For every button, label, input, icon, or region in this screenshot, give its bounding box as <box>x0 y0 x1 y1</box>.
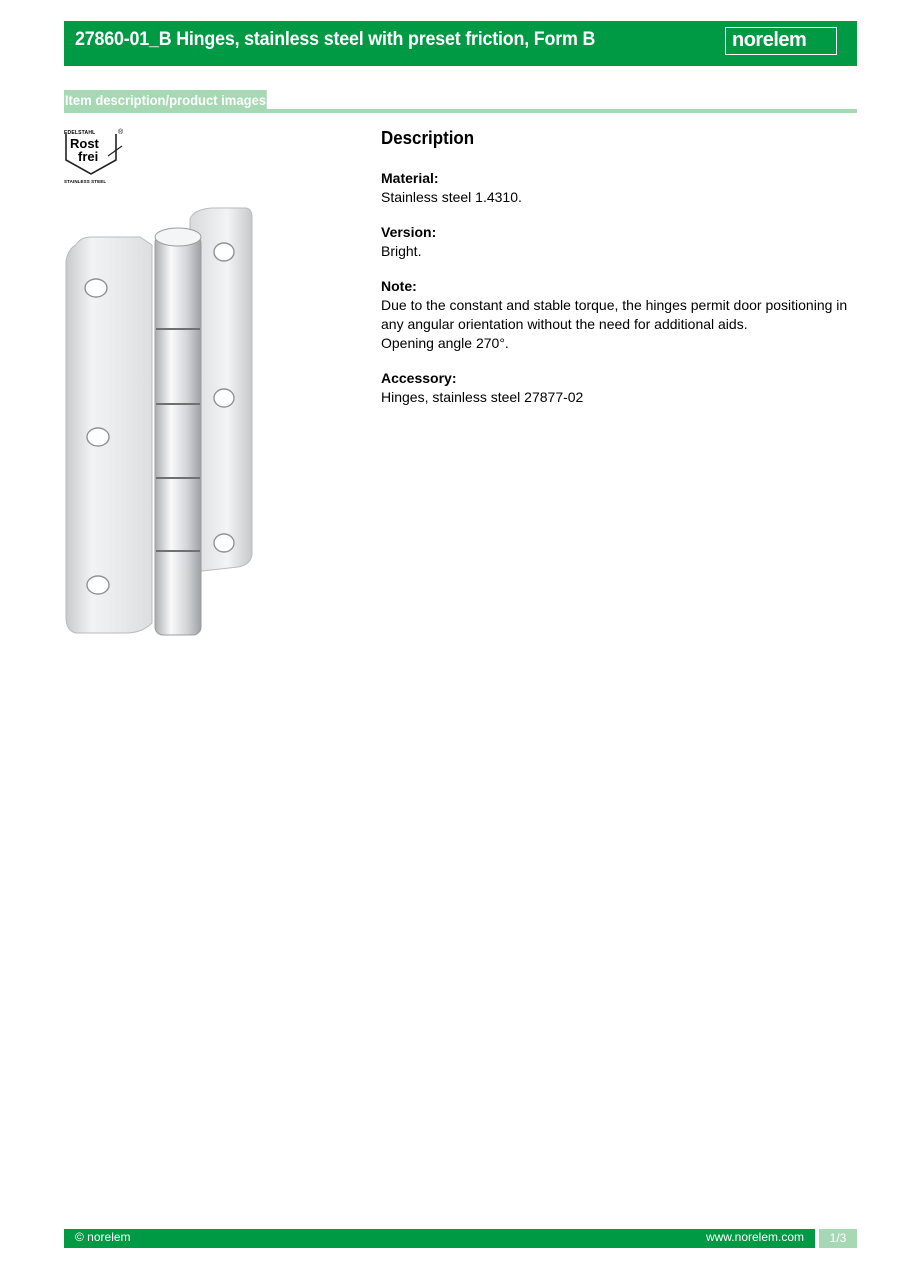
field-label: Material: <box>381 170 439 186</box>
document-title: 27860-01_B Hinges, stainless steel with preset friction, Form B <box>75 29 596 50</box>
document-header <box>64 21 857 66</box>
field-label: Version: <box>381 224 437 240</box>
badge-top-text: EDELSTAHL <box>64 130 96 136</box>
badge-frei-text: frei <box>78 149 99 164</box>
website-link[interactable]: www.norelem.com <box>705 1230 804 1244</box>
field-value: Stainless steel 1.4310. <box>381 189 522 205</box>
badge-bottom-text: STAINLESS STEEL <box>64 179 107 184</box>
field-value: Bright. <box>381 243 422 259</box>
accessory-field <box>381 369 851 407</box>
copyright-text: © norelem <box>75 1230 131 1244</box>
logo-text: norelem <box>732 29 807 51</box>
version-field <box>381 223 851 261</box>
field-value: Due to the constant and stable torque, the hinges permit door positioning in any angular orientation without the need for additional aids. Opening angle 270°. <box>381 297 848 351</box>
norelem-logo <box>725 27 837 55</box>
note-field <box>381 277 851 353</box>
registered-mark: ® <box>118 129 124 136</box>
page-number: 1/3 <box>819 1229 857 1248</box>
description-title: Description <box>381 128 475 148</box>
material-field <box>381 169 851 207</box>
field-value: Hinges, stainless steel 27877-02 <box>381 389 584 405</box>
section-label: Item description/product images <box>64 92 267 108</box>
section-header <box>64 90 857 114</box>
description-panel <box>381 128 851 423</box>
badge-rost-text: Rost <box>70 136 99 151</box>
footer-bar <box>64 1229 815 1248</box>
field-label: Accessory: <box>381 370 457 386</box>
document-footer <box>64 1229 857 1248</box>
hinge-product-image <box>62 205 258 645</box>
field-label: Note: <box>381 278 417 294</box>
rostfrei-badge <box>64 130 128 186</box>
